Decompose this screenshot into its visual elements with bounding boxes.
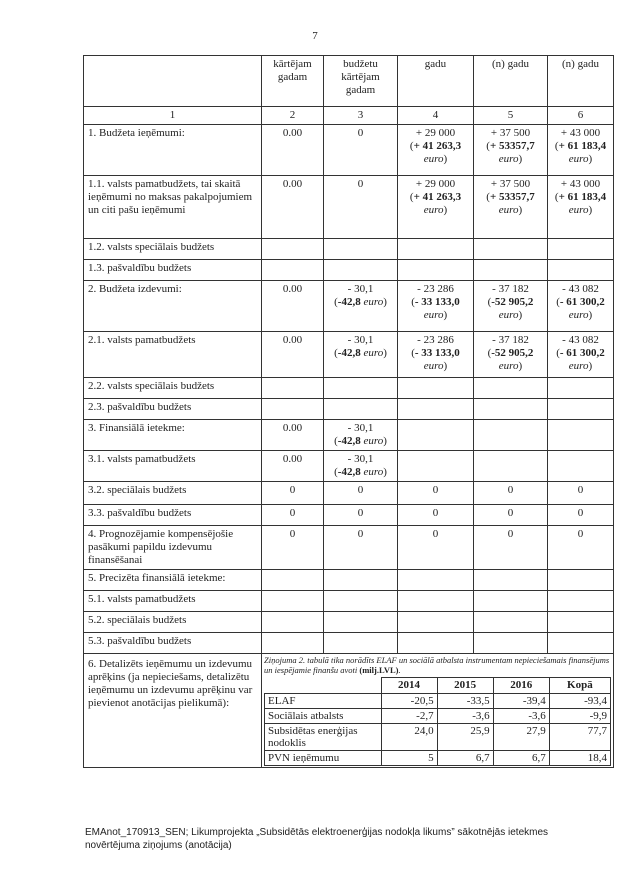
value-euro-line: (+ 41 263,3 euro) <box>409 140 462 165</box>
index-cell: 5 <box>474 107 548 125</box>
value-unit: euro <box>498 204 519 216</box>
value-main: - 23 286 <box>417 334 454 346</box>
value-cell-c5: 0 <box>474 526 548 570</box>
detail-note-unit: (milj.LVL) <box>359 665 399 675</box>
value-cell-c2 <box>262 378 324 399</box>
table-row <box>84 378 614 399</box>
table-row <box>84 125 614 176</box>
value-cell-c2 <box>262 612 324 633</box>
value-cell-c5 <box>474 332 548 378</box>
value-euro: + 61 183,4 <box>558 140 607 152</box>
value-cell-c2 <box>262 260 324 281</box>
value-euro: -42,8 <box>337 466 361 478</box>
table-row <box>84 176 614 239</box>
value-unit: euro <box>423 204 444 216</box>
value-cell-c5 <box>474 378 548 399</box>
value-unit: euro <box>568 204 589 216</box>
table-row <box>84 591 614 612</box>
table-row <box>84 612 614 633</box>
value-cell-c3 <box>324 281 398 332</box>
row-label: 3.1. valsts pamatbudžets <box>84 451 262 482</box>
row-label: 2.2. valsts speciālais budžets <box>84 378 262 399</box>
value-euro: - 33 133,0 <box>414 296 460 308</box>
row-label: 1. Budžeta ieņēmumi: <box>84 125 262 176</box>
table-row <box>84 281 614 332</box>
value-cell-c2 <box>262 570 324 591</box>
detail-item-value: -2,7 <box>381 709 437 724</box>
value-main: - 43 082 <box>562 283 599 295</box>
value-cell-c2 <box>262 239 324 260</box>
row-label: 5.3. pašvaldību budžets <box>84 633 262 654</box>
value-cell-c2: 0.00 <box>262 332 324 378</box>
value-euro-line: (+ 61 183,4 euro) <box>554 191 607 216</box>
value-unit: euro <box>363 466 384 478</box>
detail-header-cell: 2016 <box>493 678 549 694</box>
detail-item-value: 6,7 <box>437 751 493 766</box>
value-unit: euro <box>568 309 589 321</box>
value-cell-c3 <box>324 239 398 260</box>
value-cell-c4 <box>398 260 474 281</box>
value-cell-c2: 0.00 <box>262 176 324 239</box>
value-cell-c6 <box>548 125 614 176</box>
value-main: - 23 286 <box>417 283 454 295</box>
value-cell-c2: 0 <box>262 482 324 505</box>
detail-item-value: 24,0 <box>381 724 437 751</box>
index-cell: 3 <box>324 107 398 125</box>
value-cell-c4 <box>398 239 474 260</box>
table-row <box>84 570 614 591</box>
value-cell-c4 <box>398 591 474 612</box>
value-euro: -52 905,2 <box>491 296 534 308</box>
value-unit: euro <box>363 296 384 308</box>
table-row <box>84 451 614 482</box>
header-col3: budžetu kārtējam gadam <box>324 56 398 107</box>
value-cell-c3 <box>324 451 398 482</box>
detail-row-item <box>265 694 611 709</box>
value-euro-line: (+ 61 183,4 euro) <box>554 140 607 165</box>
value-euro-line: (-42,8 euro) <box>334 435 387 447</box>
row-label: 6. Detalizēts ieņēmumu un izdevumu aprēķins (ja nepieciešams, detalizētu ieņēmumu un izdevumu aprēķinu var pievienot anotācijas pielikumā): <box>84 654 262 768</box>
footer-text: EMAnot_170913_SEN; Likumprojekta „Subsidētās elektroenerģijas nodokļa likums” sākotnējās ietekmes novērtējuma ziņojums (anotācija) <box>85 827 549 851</box>
row-label: 1.2. valsts speciālais budžets <box>84 239 262 260</box>
value-euro: + 41 263,3 <box>413 191 462 203</box>
value-cell-c5 <box>474 125 548 176</box>
value-cell-c3: 0 <box>324 176 398 239</box>
value-main: + 43 000 <box>560 127 601 139</box>
value-cell-c2: 0 <box>262 526 324 570</box>
header-col6: (n) gadu <box>548 56 614 107</box>
header-col2: kārtējam gadam <box>262 56 324 107</box>
detail-item-label: PVN ieņēmumu <box>265 751 382 766</box>
financial-impact-table <box>83 55 614 768</box>
value-cell-c3 <box>324 420 398 451</box>
index-cell: 6 <box>548 107 614 125</box>
detail-header-row <box>265 678 611 694</box>
detail-row-item <box>265 724 611 751</box>
value-cell-c5 <box>474 570 548 591</box>
value-cell-c2: 0.00 <box>262 420 324 451</box>
table-row <box>84 633 614 654</box>
detail-item-value: -3,6 <box>493 709 549 724</box>
value-cell-c3 <box>324 332 398 378</box>
value-cell-c2 <box>262 591 324 612</box>
value-cell-c5 <box>474 176 548 239</box>
value-euro-line: (- 61 300,2 euro) <box>556 296 605 321</box>
detail-item-label: Subsidētas enerģijas nodoklis <box>265 724 382 751</box>
value-cell-c2: 0.00 <box>262 125 324 176</box>
value-main: + 29 000 <box>415 127 456 139</box>
value-cell-c2 <box>262 633 324 654</box>
value-unit: euro <box>568 360 589 372</box>
detail-table <box>264 677 611 766</box>
value-euro-line: (- 61 300,2 euro) <box>556 347 605 372</box>
value-unit: euro <box>498 360 519 372</box>
detail-item-value: 27,9 <box>493 724 549 751</box>
row-label: 5. Precizēta finansiālā ietekme: <box>84 570 262 591</box>
table-row <box>84 482 614 505</box>
detail-row-item <box>265 709 611 724</box>
header-row <box>84 56 614 107</box>
value-cell-c4 <box>398 451 474 482</box>
value-cell-c3 <box>324 399 398 420</box>
value-euro-line: (+ 41 263,3 euro) <box>409 191 462 216</box>
value-cell-c4 <box>398 125 474 176</box>
value-cell-c3: 0 <box>324 505 398 526</box>
table-row <box>84 260 614 281</box>
value-cell-c6 <box>548 451 614 482</box>
value-cell-c5 <box>474 420 548 451</box>
detail-item-value: -33,5 <box>437 694 493 709</box>
detail-item-value: 18,4 <box>549 751 610 766</box>
header-col5: (n) gadu <box>474 56 548 107</box>
value-euro: + 53357,7 <box>489 191 535 203</box>
value-cell-c6 <box>548 281 614 332</box>
value-euro: + 61 183,4 <box>558 191 607 203</box>
value-euro: - 33 133,0 <box>414 347 460 359</box>
value-cell-c4: 0 <box>398 526 474 570</box>
detail-note-text: Ziņojuma 2. tabulā tika norādīts ELAF un sociālā atbalsta instrumentam nepieciešamais finansējums un iespējamie finanšu avoti <box>264 655 610 675</box>
table-row <box>84 526 614 570</box>
value-cell-c5 <box>474 591 548 612</box>
detail-item-label: Sociālais atbalsts <box>265 709 382 724</box>
detail-header-cell: 2014 <box>381 678 437 694</box>
index-cell: 2 <box>262 107 324 125</box>
table-row <box>84 505 614 526</box>
detail-item-value: -3,6 <box>437 709 493 724</box>
value-main: - 30,1 <box>347 283 374 295</box>
value-euro: - 61 300,2 <box>559 296 605 308</box>
row-label: 5.1. valsts pamatbudžets <box>84 591 262 612</box>
value-cell-c6 <box>548 239 614 260</box>
value-cell-c6 <box>548 633 614 654</box>
value-cell-c5 <box>474 399 548 420</box>
value-euro-line: (+ 53357,7 euro) <box>486 191 535 216</box>
detail-row <box>84 654 614 768</box>
value-cell-c2: 0.00 <box>262 451 324 482</box>
header-cell-empty <box>84 56 262 107</box>
value-cell-c6: 0 <box>548 505 614 526</box>
detail-item-value: 25,9 <box>437 724 493 751</box>
detail-note: Ziņojuma 2. tabulā tika norādīts ELAF un sociālā atbalsta instrumentam nepieciešamais finansējums un iespējamie finanšu avoti (milj.LVL). <box>264 655 610 675</box>
row-label: 1.1. valsts pamatbudžets, tai skaitā ieņēmumi no maksas pakalpojumiem un citi pašu ieņēmumi <box>84 176 262 239</box>
value-cell-c4: 0 <box>398 505 474 526</box>
value-cell-c5 <box>474 612 548 633</box>
row-label: 3.2. speciālais budžets <box>84 482 262 505</box>
table-row <box>84 239 614 260</box>
value-cell-c6 <box>548 260 614 281</box>
value-cell-c2: 0.00 <box>262 281 324 332</box>
value-euro: -42,8 <box>337 347 361 359</box>
value-cell-c6: 0 <box>548 482 614 505</box>
header-col4: gadu <box>398 56 474 107</box>
value-cell-c6 <box>548 399 614 420</box>
value-euro: + 41 263,3 <box>413 140 462 152</box>
value-cell-c3 <box>324 633 398 654</box>
value-main: - 30,1 <box>347 334 374 346</box>
value-main: - 37 182 <box>492 283 529 295</box>
page-number: 7 <box>312 30 318 42</box>
detail-item-value: 5 <box>381 751 437 766</box>
row-label: 1.3. pašvaldību budžets <box>84 260 262 281</box>
value-euro-line: (- 33 133,0 euro) <box>411 296 460 321</box>
table-row <box>84 399 614 420</box>
value-main: - 37 182 <box>492 334 529 346</box>
value-euro-line: (-52 905,2 euro) <box>487 296 534 321</box>
value-cell-c4 <box>398 420 474 451</box>
value-unit: euro <box>423 153 444 165</box>
value-cell-c4 <box>398 378 474 399</box>
value-cell-c3 <box>324 570 398 591</box>
row-label: 2.3. pašvaldību budžets <box>84 399 262 420</box>
value-cell-c3: 0 <box>324 482 398 505</box>
value-cell-c2: 0 <box>262 505 324 526</box>
detail-item-value: 77,7 <box>549 724 610 751</box>
row-label: 4. Prognozējamie kompensējošie pasākumi papildu izdevumu finansēšanai <box>84 526 262 570</box>
value-cell-c5 <box>474 281 548 332</box>
value-euro: - 61 300,2 <box>559 347 605 359</box>
value-unit: euro <box>498 153 519 165</box>
value-unit: euro <box>363 435 384 447</box>
value-unit: euro <box>498 309 519 321</box>
value-main: + 29 000 <box>415 178 456 190</box>
index-cell: 1 <box>84 107 262 125</box>
value-cell-c4 <box>398 399 474 420</box>
table-row <box>84 420 614 451</box>
detail-header-cell: 2015 <box>437 678 493 694</box>
detail-item-value: -93,4 <box>549 694 610 709</box>
value-main: - 43 082 <box>562 334 599 346</box>
detail-content-cell <box>262 654 614 768</box>
value-euro-line: (-52 905,2 euro) <box>487 347 534 372</box>
value-euro-line: (- 33 133,0 euro) <box>411 347 460 372</box>
value-cell-c5 <box>474 260 548 281</box>
value-cell-c2 <box>262 399 324 420</box>
value-unit: euro <box>568 153 589 165</box>
index-cell: 4 <box>398 107 474 125</box>
detail-item-label: ELAF <box>265 694 382 709</box>
value-cell-c3: 0 <box>324 526 398 570</box>
value-main: - 30,1 <box>347 422 374 434</box>
table-row <box>84 332 614 378</box>
value-cell-c5: 0 <box>474 482 548 505</box>
value-euro: -42,8 <box>337 435 361 447</box>
value-unit: euro <box>423 360 444 372</box>
value-euro: -42,8 <box>337 296 361 308</box>
value-main: - 30,1 <box>347 453 374 465</box>
row-label: 2. Budžeta izdevumi: <box>84 281 262 332</box>
value-cell-c3 <box>324 378 398 399</box>
detail-row-item <box>265 751 611 766</box>
value-cell-c5 <box>474 239 548 260</box>
detail-item-value: -9,9 <box>549 709 610 724</box>
value-cell-c6 <box>548 591 614 612</box>
value-cell-c6 <box>548 420 614 451</box>
detail-item-value: -20,5 <box>381 694 437 709</box>
value-cell-c3 <box>324 612 398 633</box>
value-cell-c4 <box>398 176 474 239</box>
value-euro-line: (+ 53357,7 euro) <box>486 140 535 165</box>
value-cell-c3: 0 <box>324 125 398 176</box>
row-label: 5.2. speciālais budžets <box>84 612 262 633</box>
value-main: + 43 000 <box>560 178 601 190</box>
value-cell-c5: 0 <box>474 505 548 526</box>
value-euro-line: (-42,8 euro) <box>334 347 387 359</box>
value-main: + 37 500 <box>490 127 531 139</box>
value-unit: euro <box>423 309 444 321</box>
value-euro: -52 905,2 <box>491 347 534 359</box>
value-cell-c4 <box>398 633 474 654</box>
row-label: 2.1. valsts pamatbudžets <box>84 332 262 378</box>
value-cell-c5 <box>474 451 548 482</box>
value-euro: + 53357,7 <box>489 140 535 152</box>
value-cell-c4 <box>398 332 474 378</box>
value-unit: euro <box>363 347 384 359</box>
value-cell-c6 <box>548 378 614 399</box>
value-cell-c6 <box>548 332 614 378</box>
value-cell-c3 <box>324 591 398 612</box>
detail-item-value: -39,4 <box>493 694 549 709</box>
detail-header-cell: Kopā <box>549 678 610 694</box>
value-main: + 37 500 <box>490 178 531 190</box>
row-label: 3. Finansiālā ietekme: <box>84 420 262 451</box>
value-cell-c4 <box>398 570 474 591</box>
value-cell-c6 <box>548 176 614 239</box>
value-cell-c6 <box>548 570 614 591</box>
value-cell-c6 <box>548 612 614 633</box>
value-cell-c4 <box>398 281 474 332</box>
detail-header-cell <box>265 678 382 694</box>
value-cell-c6: 0 <box>548 526 614 570</box>
value-euro-line: (-42,8 euro) <box>334 296 387 308</box>
value-cell-c4 <box>398 612 474 633</box>
value-euro-line: (-42,8 euro) <box>334 466 387 478</box>
row-label: 3.3. pašvaldību budžets <box>84 505 262 526</box>
value-cell-c5 <box>474 633 548 654</box>
detail-item-value: 6,7 <box>493 751 549 766</box>
value-cell-c4: 0 <box>398 482 474 505</box>
value-cell-c3 <box>324 260 398 281</box>
index-row <box>84 107 614 125</box>
